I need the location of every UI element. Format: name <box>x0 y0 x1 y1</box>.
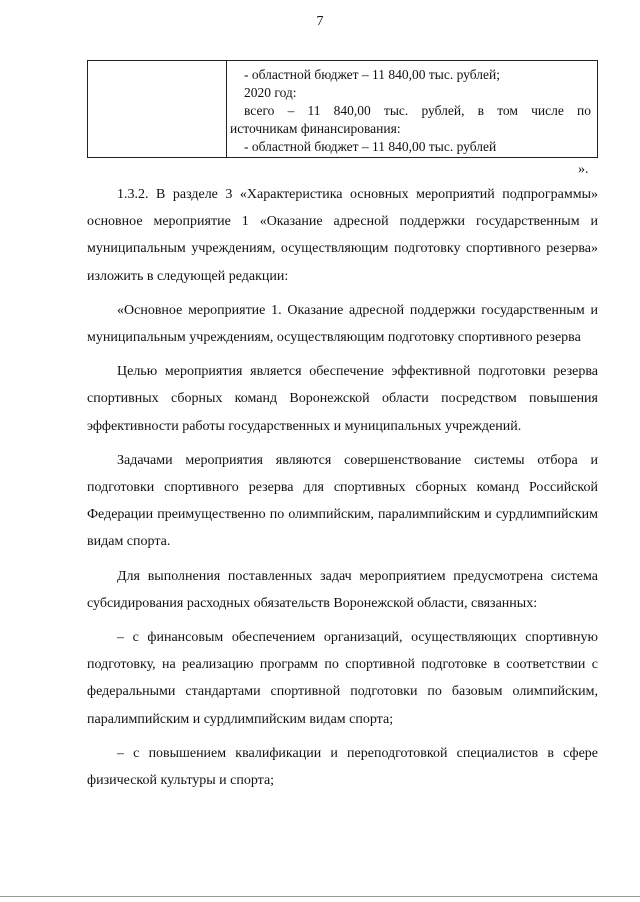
paragraph-subsidy-system: Для выполнения поставленных задач мероприятием предусмотрена система субсидирования расходных обязательств Воронежской области, связанных: <box>87 568 598 611</box>
page-number: 7 <box>316 14 324 29</box>
list-item-financial-support: – с финансовым обеспечением организаций, осуществляющих спортивную подготовку, на реализацию программ по спортивной подготовке в соответствии с федеральными стандартами спортивной подготовки по базовым олимпийским, паралимпийским и сурдлимпийским видам спорта; <box>87 630 598 727</box>
table-line-total-2020: всего – 11 840,00 тыс. рублей, в том числе по <box>244 103 591 118</box>
table-cell-financing <box>230 66 591 156</box>
paragraph-measure-title: «Основное мероприятие 1. Оказание адресной поддержки государственным и муниципальным учреждениям, осуществляющим подготовку спортивного резерва <box>87 302 598 346</box>
table-column-divider <box>226 61 227 157</box>
paragraph-section-amendment: 1.3.2. В разделе 3 «Характеристика основных мероприятий подпрограммы» основное мероприятие 1 «Оказание адресной поддержки государственным и муниципальным учреждениям, осуществляющим подготовку спортивного резерва» изложить в следующей редакции: <box>87 187 598 284</box>
table-line-regional-budget-2020: - областной бюджет – 11 840,00 тыс. рублей <box>244 139 497 154</box>
paragraph-measure-goal: Целью мероприятия является обеспечение эффективной подготовки резерва спортивных сборных команд Воронежской области посредством повышения эффективности работы государственных и муниципальных учреждений. <box>87 364 598 434</box>
paragraph-measure-tasks: Задачами мероприятия являются совершенствование системы отбора и подготовки спортивного резерва для спортивных сборных команд Российской Федерации преимущественно по олимпийским, паралимпийским и сурдлимпийским видам спорта. <box>87 452 598 550</box>
list-item-qualification: – с повышением квалификации и переподготовкой специалистов в сфере физической культуры и спорта; <box>87 745 598 789</box>
scan-bottom-edge <box>0 896 640 897</box>
table-line-sources: источникам финансирования: <box>230 121 401 136</box>
closing-quote: ». <box>578 162 589 177</box>
table-line-regional-budget-2019: - областной бюджет – 11 840,00 тыс. рублей; <box>244 67 500 82</box>
budget-table <box>87 60 598 158</box>
document-body <box>87 181 598 794</box>
table-line-year-2020: 2020 год: <box>244 85 297 100</box>
